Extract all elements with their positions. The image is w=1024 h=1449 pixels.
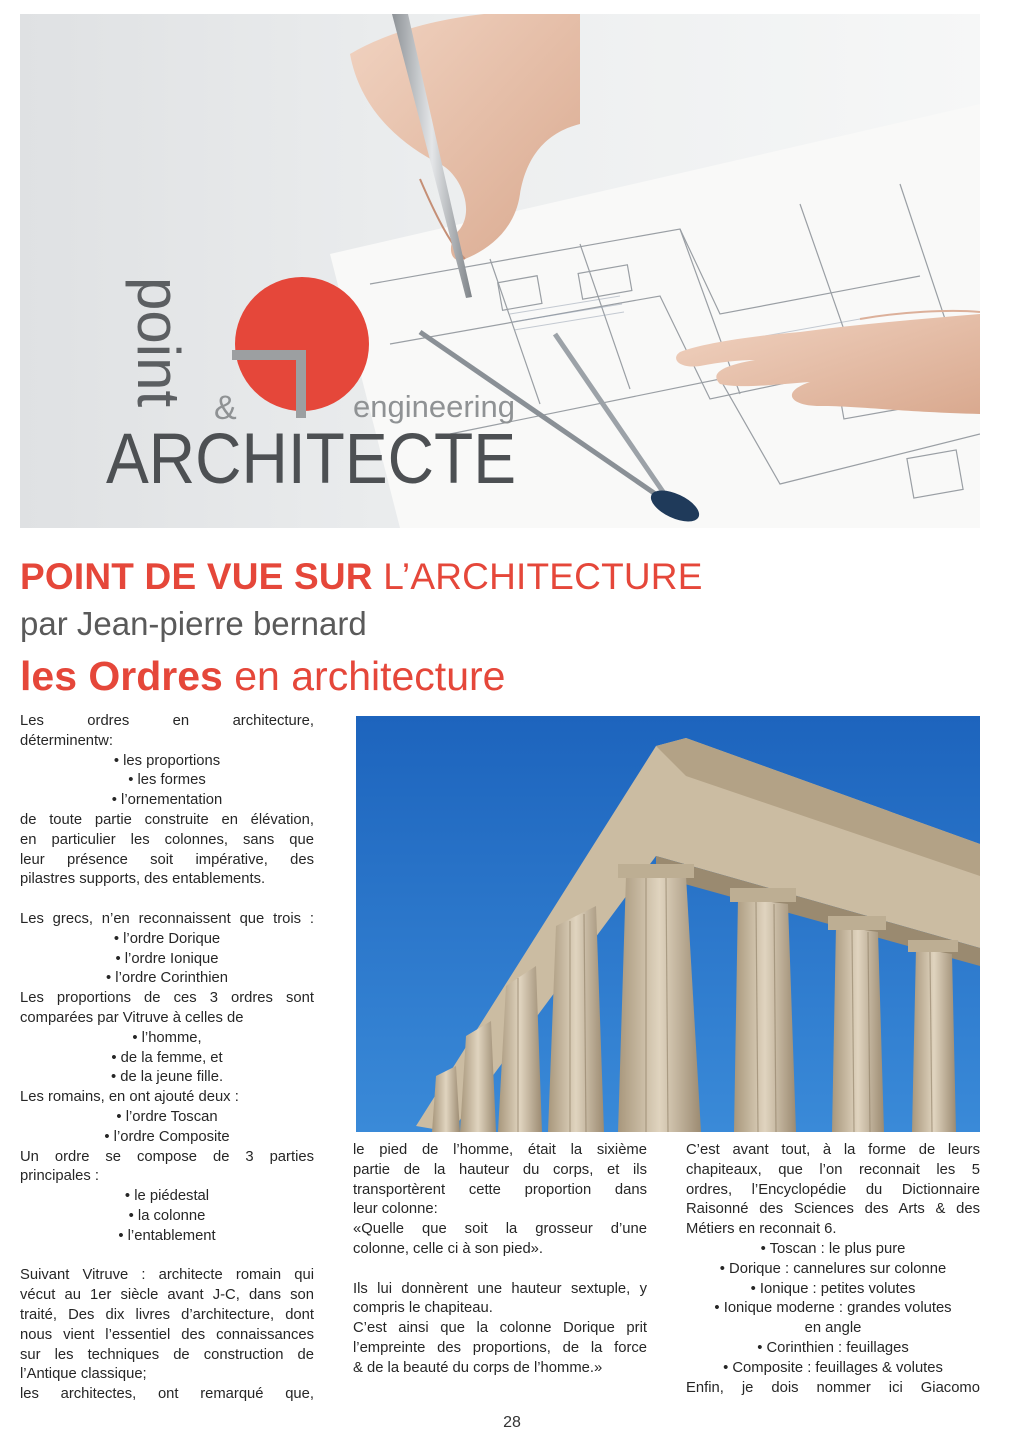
column-2-line: le pied de l’homme, était la sixième: [353, 1142, 647, 1158]
parthenon-photo: [356, 716, 980, 1132]
column-1-line: leur présence soit impérative, des: [20, 851, 314, 868]
column-2-line: compris le chapiteau.: [353, 1300, 493, 1317]
article-subtitle-rest: en architecture: [234, 653, 506, 699]
column-2-line: & de la beauté du corps de l’homme.»: [353, 1359, 603, 1376]
column-3-line: • Dorique : cannelures sur colonne: [719, 1260, 947, 1277]
column-1-line: Un ordre se compose de 3 parties: [20, 1148, 314, 1165]
column-1-line: pilastres supports, des entablements.: [20, 871, 266, 888]
column-3-line: • Ionique : petites volutes: [750, 1280, 916, 1297]
column-1-line: principales :: [20, 1168, 99, 1185]
column-3-line: Enfin, je dois nommer ici Giacomo: [686, 1379, 980, 1396]
column-2-line: l’empreinte des proportions, de la force: [353, 1339, 647, 1356]
logo-word-architecte: ARCHITECTE: [106, 420, 516, 499]
column-1-line: • l’homme,: [132, 1029, 202, 1046]
column-1-line: Les ordres en architecture,: [20, 713, 314, 729]
column-1-line: les architectes, ont remarqué que,: [20, 1386, 314, 1403]
logo-ampersand: &: [214, 389, 237, 427]
column-2-line: transportèrent cette proportion dans: [353, 1181, 647, 1198]
column-3-line: • Toscan : le plus pure: [760, 1240, 906, 1257]
column-1-line: traité, Des dix livres d’architecture, dont: [20, 1306, 314, 1323]
article-subtitle: [20, 653, 505, 700]
column-3-line: Raisonné des Sciences des Arts & des: [686, 1201, 980, 1218]
column-2-line: Ils lui donnèrent une hauteur sextuple, y: [353, 1280, 647, 1297]
column-3-line: ordres, l’Encyclopédie du Dictionnaire: [686, 1181, 980, 1198]
header-illustration: [20, 14, 980, 528]
column-1-line: • l’ordre Ionique: [115, 950, 219, 967]
column-1-line: comparées par Vitruve à celles de: [20, 1009, 244, 1026]
column-1-line: • l’ornementation: [111, 792, 223, 809]
column-1-line: Les proportions de ces 3 ordres sont: [20, 990, 314, 1007]
article-subtitle-bold: les Ordres: [20, 653, 223, 699]
text-column-1: [20, 712, 314, 1405]
column-1-line: • l’ordre Dorique: [113, 930, 221, 947]
column-3-line: C’est avant tout, à la forme de leurs: [686, 1142, 980, 1158]
column-3-line: en angle: [804, 1320, 862, 1337]
column-1-line: Suivant Vitruve : architecte romain qui: [20, 1267, 314, 1284]
column-1-line: Les grecs, n’en reconnaissent que trois :: [20, 910, 314, 927]
column-1-line: • les formes: [128, 772, 206, 789]
column-1-line: [20, 890, 314, 910]
column-2-line: C’est ainsi que la colonne Dorique prit: [353, 1320, 647, 1337]
column-1-line: l’Antique classique;: [20, 1366, 147, 1383]
text-column-2: [353, 1141, 647, 1379]
column-1-line: • de la femme, et: [111, 1049, 223, 1066]
column-1-line: vécut au 1er siècle avant J-C, dans son: [20, 1287, 314, 1304]
column-3-line: • Ionique moderne : grandes volutes: [714, 1300, 952, 1317]
column-2-line: [353, 1260, 647, 1280]
column-2-line: colonne, celle ci à son pied».: [353, 1240, 544, 1257]
column-1-line: [20, 1247, 314, 1267]
logo-word-engineering: engineering: [353, 389, 516, 424]
column-1-line: sur les techniques de construction de: [20, 1346, 314, 1363]
column-1-line: déterminentw:: [20, 732, 113, 749]
column-2-line: partie de la hauteur du corps, et ils: [353, 1161, 647, 1178]
parthenon-illustration: [356, 716, 980, 1132]
column-2-line: leur colonne:: [353, 1201, 438, 1218]
article-title: [20, 556, 703, 598]
column-1-line: • l’entablement: [118, 1227, 216, 1244]
article-author: par Jean-pierre bernard: [20, 605, 367, 642]
column-1-line: • l’ordre Toscan: [116, 1108, 218, 1125]
column-2-line: «Quelle que soit la grosseur d’une: [353, 1221, 647, 1238]
article-title-rest: L’ARCHITECTURE: [383, 556, 703, 597]
column-1-line: • la colonne: [128, 1207, 206, 1224]
column-1-line: • les proportions: [113, 752, 221, 769]
column-1-line: nous vient l’essentiel des connaissances: [20, 1326, 314, 1343]
column-3-line: • Corinthien : feuillages: [757, 1339, 909, 1356]
column-1-line: Les romains, en ont ajouté deux :: [20, 1089, 239, 1106]
logo-word-point: point: [125, 277, 192, 408]
column-3-line: • Composite : feuillages & volutes: [723, 1359, 943, 1376]
column-3-line: Métiers en reconnait 6.: [686, 1221, 837, 1238]
text-column-3: [686, 1141, 980, 1398]
header-photo: [20, 14, 980, 528]
column-1-line: • l’ordre Corinthien: [106, 970, 228, 987]
column-1-line: de toute partie construite en élévation,: [20, 811, 314, 828]
article-title-bold: POINT DE VUE SUR: [20, 556, 373, 597]
page-number: 28: [503, 1414, 521, 1431]
column-1-line: • de la jeune fille.: [110, 1069, 224, 1086]
column-1-line: • l’ordre Composite: [104, 1128, 230, 1145]
column-3-line: chapiteaux, que l’on reconnait les 5: [686, 1161, 980, 1178]
column-1-line: en particulier les colonnes, sans que: [20, 831, 314, 848]
column-1-line: • le piédestal: [124, 1188, 210, 1205]
